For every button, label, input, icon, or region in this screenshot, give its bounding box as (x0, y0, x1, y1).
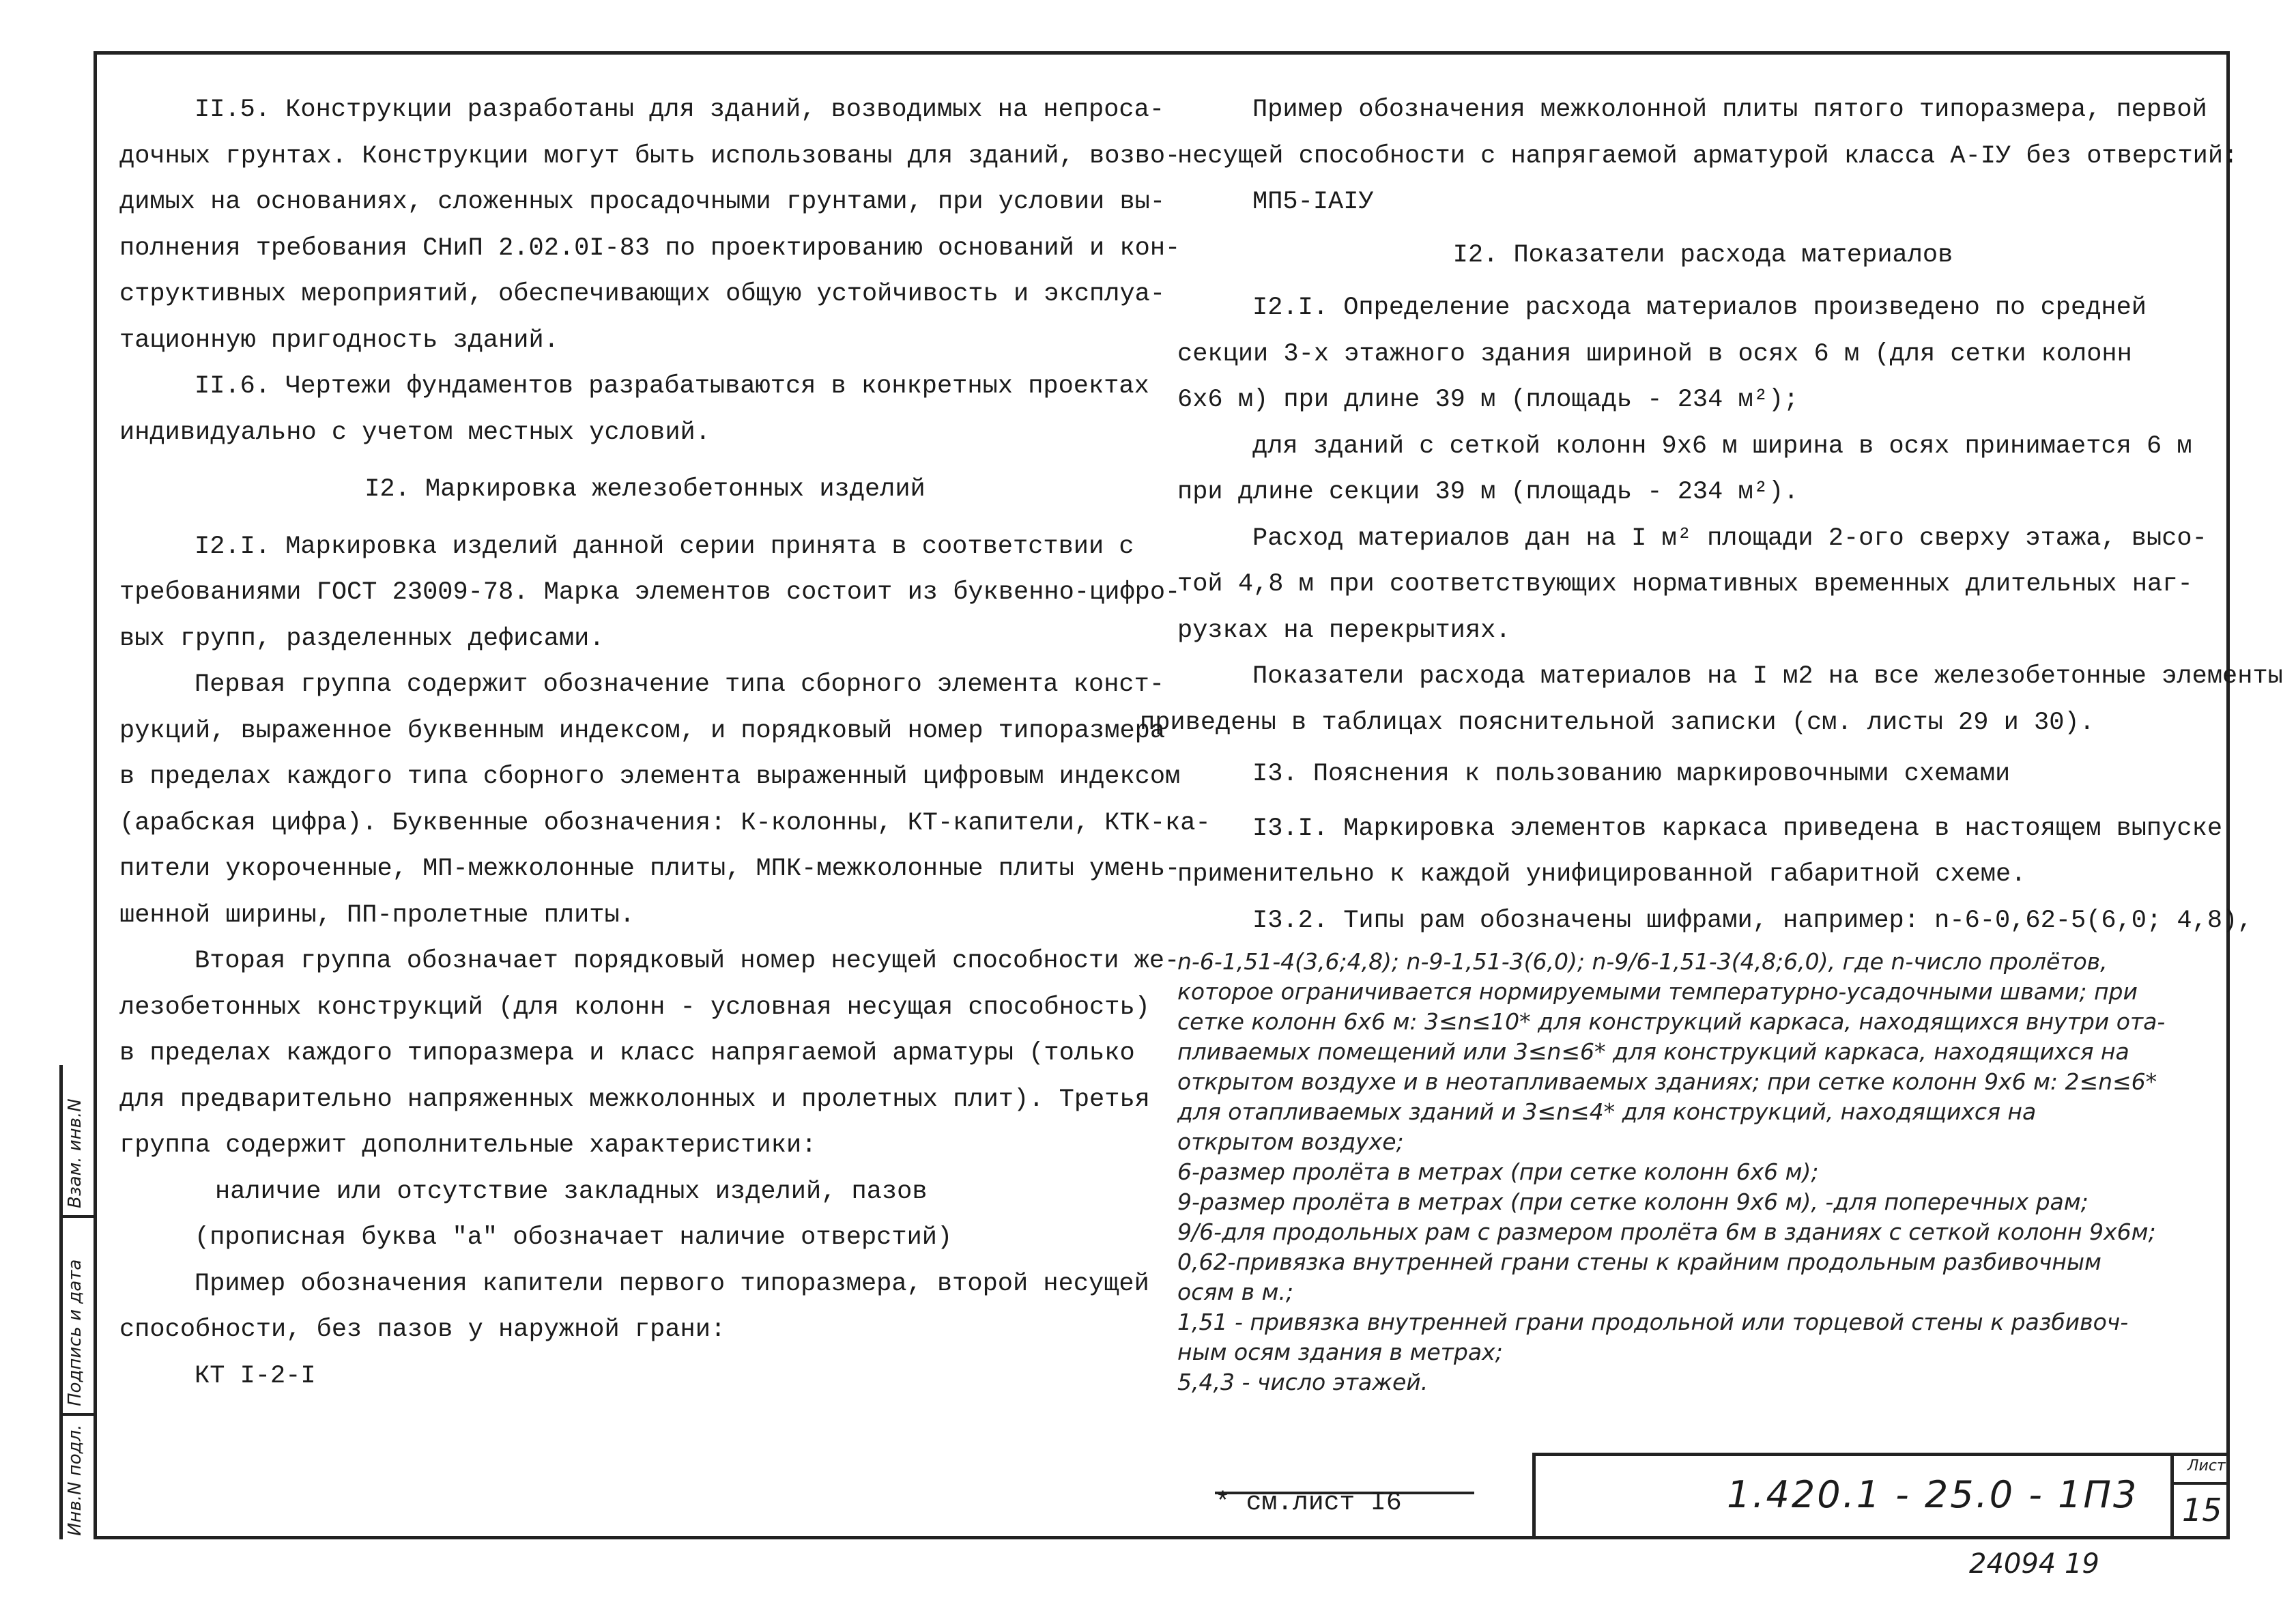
paragraph-line: Вторая группа обозначает порядковый номер несущей способности же- (195, 947, 1180, 976)
paragraph-line: в пределах каждого типа сборного элемента выраженный цифровым индексом (119, 763, 1181, 791)
paragraph-line: структивных мероприятий, обеспечивающих общую устойчивость и эксплуа- (119, 280, 1166, 309)
paragraph-line: требованиями ГОСТ 23009-78. Марка элементов состоит из буквенно-цифро- (119, 578, 1181, 607)
title-block-stamp (1532, 1453, 2230, 1539)
paragraph-line: рукций, выраженное буквенным индексом, и порядковый номер типоразмера (119, 716, 1166, 745)
example-code: МП5-IАIУ (1252, 188, 1374, 216)
paragraph-line: 6х6 м) при длине 39 м (площадь - 234 м²); (1177, 386, 1799, 414)
paragraph-line: Первая группа содержит обозначение типа сборного элемента конст- (195, 670, 1165, 699)
handwritten-notes (1177, 944, 2228, 1397)
paragraph-line: (прописная буква "а" обозначает наличие отверстий) (195, 1223, 953, 1252)
side-label-signature: Подпись и дата (65, 1259, 85, 1406)
sheet-box (2170, 1456, 2230, 1539)
paragraph-line: секции 3-х этажного здания шириной в осях 6 м (для сетки колонн (1177, 339, 2132, 369)
paragraph-line: способности, без пазов у наружной грани: (119, 1315, 726, 1344)
right-column (1140, 87, 2283, 1397)
paragraph-line: II.6. Чертежи фундаментов разрабатываются в конкретных проектах (195, 372, 1149, 401)
handwritten-line: 0,62-привязка внутренней грани стены к крайним продольным разбивочным (1177, 1249, 2101, 1275)
paragraph-line: для зданий с сеткой колонн 9х6 м ширина в осях принимается 6 м (1252, 431, 2192, 461)
paragraph-line: рузках на перекрытиях. (1177, 616, 1511, 645)
side-label-replacement: Взам. инв.N (65, 1098, 85, 1208)
paragraph-line: несущей способности с напрягаемой арматурой класса А-IУ без отверстий: (1177, 141, 2239, 171)
handwritten-line: открытом воздухе; (1177, 1128, 1404, 1155)
sheet-number: 15 (2182, 1492, 2222, 1528)
handwritten-line: 1,51 - привязка внутренней грани продольной или торцевой стены к разбивоч- (1177, 1309, 2129, 1335)
paragraph-line: применительно к каждой унифицированной габаритной схеме. (1177, 860, 2026, 889)
paragraph-line: II.5. Конструкции разработаны для зданий, возводимых на непроса- (195, 96, 1165, 124)
handwritten-line: n-6-1,51-4(3,6;4,8); n-9-1,51-3(6,0); n-9/6-1,51-3(4,8;6,0), где n-число пролётов, (1177, 948, 2108, 975)
paragraph-line: I3.I. Маркировка элементов каркаса приведена в настоящем выпуске (1252, 814, 2223, 843)
paragraph-line: дочных грунтах. Конструкции могут быть использованы для зданий, возво- (119, 141, 1181, 171)
paragraph-line: для предварительно напряженных межколонных и пролетных плит). Третья (119, 1085, 1150, 1114)
left-column (119, 87, 1211, 1399)
paragraph-line: в пределах каждого типоразмера и класс напрягаемой арматуры (только (119, 1039, 1135, 1068)
document-code: 1.420.1 - 25.0 - 1П3 (1727, 1473, 2139, 1516)
paragraph-line: Пример обозначения капители первого типоразмера, второй несущей (195, 1269, 1149, 1298)
section-heading: I2. Маркировка железобетонных изделий (364, 475, 925, 504)
paragraph-line: Расход материалов дан на I м² площади 2-ого сверху этажа, высо- (1252, 524, 2207, 553)
margin-strip-divider (59, 1413, 97, 1416)
paragraph-line: лезобетонных конструкций (для колонн - условная несущая способность) (119, 993, 1150, 1022)
sheet-divider (2174, 1482, 2230, 1485)
paragraph-line: той 4,8 м при соответствующих нормативных временных длительных наг- (1177, 570, 2193, 599)
paragraph-line: Пример обозначения межколонной плиты пятого типоразмера, первой (1252, 96, 2207, 124)
paragraph-line: вых групп, разделенных дефисами. (119, 624, 605, 653)
paragraph-line: шенной ширины, ПП-пролетные плиты. (119, 900, 635, 930)
handwritten-line: 6-размер пролёта в метрах (при сетке колонн 6х6 м); (1177, 1158, 1819, 1185)
paragraph-line: димых на основаниях, сложенных просадочными грунтами, при условии вы- (119, 188, 1166, 216)
handwritten-line: для отапливаемых зданий и 3≤n≤4* для конструкций, находящихся на (1177, 1098, 2037, 1125)
paragraph-line: I2.I. Определение расхода материалов произведено по средней (1252, 294, 2147, 322)
margin-strip-divider (59, 1215, 97, 1218)
paragraph-line: тационную пригодность зданий. (119, 326, 559, 355)
archive-number: 24094 19 (1969, 1548, 2099, 1580)
paragraph-line: пители укороченные, МП-межколонные плиты, МПК-межколонные плиты умень- (119, 855, 1181, 883)
paragraph-line: наличие или отсутствие закладных изделий, пазов (215, 1177, 928, 1206)
paragraph-line: полнения требования СНиП 2.02.0I-83 по проектированию оснований и кон- (119, 233, 1181, 263)
handwritten-line: осям в м.; (1177, 1279, 1294, 1305)
margin-strip-line (59, 1065, 63, 1539)
section-heading: I3. Пояснения к пользованию маркировочными схемами (1252, 760, 2011, 788)
paragraph-line: (арабская цифра). Буквенные обозначения: К-колонны, КТ-капители, КТК-ка- (119, 808, 1211, 838)
paragraph-line: I2.I. Маркировка изделий данной серии принята в соответствии с (195, 532, 1134, 561)
handwritten-line: 9-размер пролёта в метрах (при сетке колонн 9х6 м), -для поперечных рам; (1177, 1188, 2089, 1215)
paragraph-line: индивидуально с учетом местных условий. (119, 418, 711, 447)
paragraph-line: I3.2. Типы рам обозначены шифрами, например: n-6-0,62-5(6,0; 4,8), (1252, 906, 2253, 935)
sheet-label: Лист (2187, 1457, 2226, 1475)
example-code: КТ I-2-I (195, 1361, 316, 1391)
paragraph-line: Показатели расхода материалов на I м2 на все железобетонные элементы (1252, 662, 2283, 691)
paragraph-line: группа содержит дополнительные характеристики: (119, 1131, 817, 1160)
handwritten-line: сетке колонн 6х6 м: 3≤n≤10* для конструкций каркаса, находящихся внутри ота- (1177, 1008, 2166, 1035)
handwritten-line: пливаемых помещений или 3≤n≤6* для конструкций каркаса, находящихся на (1177, 1038, 2129, 1065)
section-heading: I2. Показатели расхода материалов (1452, 240, 1953, 270)
paragraph-line: приведены в таблицах пояснительной записки (см. листы 29 и 30). (1140, 708, 2095, 737)
side-label-inventory: Инв.N подл. (65, 1424, 85, 1536)
handwritten-line: открытом воздухе и в неотапливаемых зданиях; при сетке колонн 9х6 м: 2≤n≤6* (1177, 1068, 2157, 1095)
handwritten-line: 9/6-для продольных рам с размером пролёта 6м в зданиях с сеткой колонн 9х6м; (1177, 1219, 2156, 1245)
handwritten-line: ным осям здания в метрах; (1177, 1339, 1503, 1365)
handwritten-line: которое ограничивается нормируемыми температурно-усадочными швами; при (1177, 978, 2138, 1005)
handwritten-line: 5,4,3 - число этажей. (1177, 1369, 1429, 1395)
footnote: * см.лист I6 (1215, 1488, 1402, 1518)
paragraph-line: при длине секции 39 м (площадь - 234 м²). (1177, 478, 1799, 507)
